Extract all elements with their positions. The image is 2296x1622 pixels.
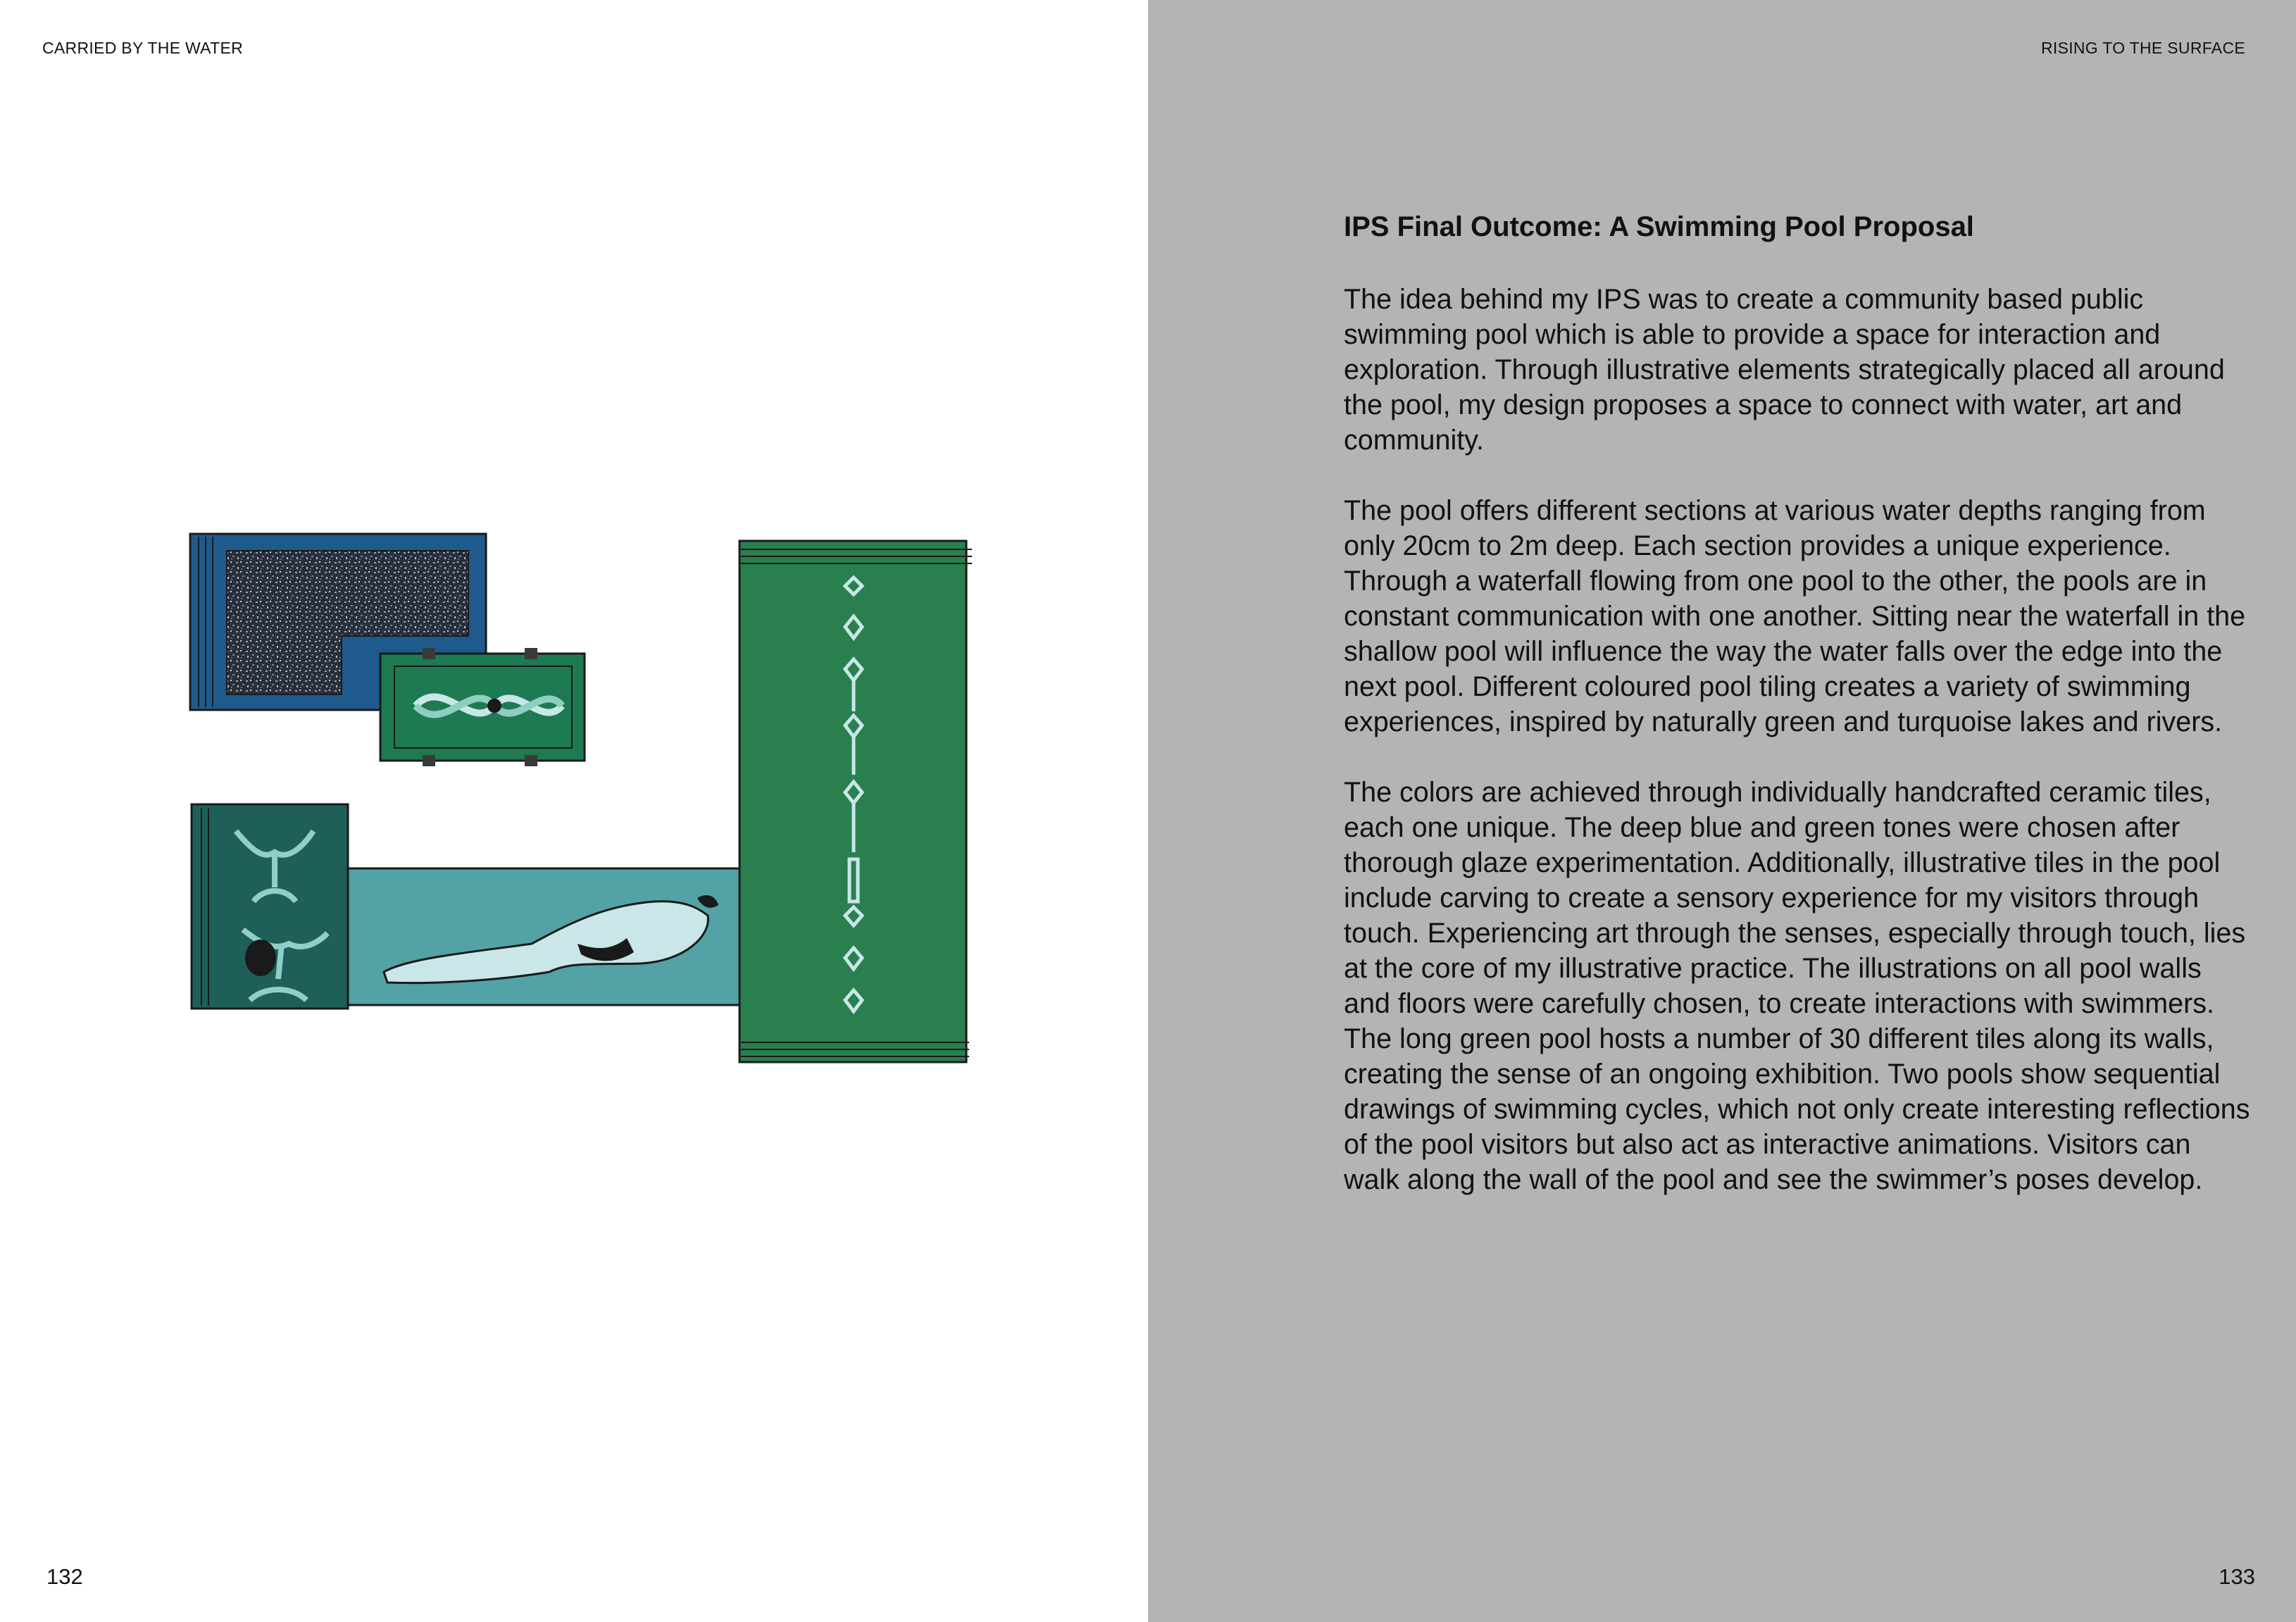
- paragraph-tiles: The colors are achieved through individually handcrafted ceramic tiles, each one unique. The deep blue and green tones were chosen after thorough glaze experimentation. Additionally, illustrative tiles in the pool include carving to create a sensory experience for my visitors through touch. Experiencing art through the senses, especially through touch, lies at the core of my illustrative practice. The illustrations on all pool walls and floors were carefully chosen, to create interactions with swimmers. The long green pool hosts a number of 30 different tiles along its walls, creating the sense of an ongoing exhibition. Two pools show sequential drawings of swimming cycles, which not only create interesting reflections of the pool visitors but also act as interactive animations. Visitors can walk along the wall of the pool and see the swimmer’s poses develop.: [1344, 777, 2250, 1195]
- long-green-pool: [740, 541, 972, 1062]
- shallow-pool: [348, 868, 763, 1005]
- article-title: IPS Final Outcome: A Swimming Pool Proposal: [1344, 211, 1974, 242]
- right-page: [1148, 0, 2296, 1622]
- paragraph-pool-sections: The pool offers different sections at various water depths ranging from only 20cm to 2m deep. Each section provides a unique experience. Through a waterfall flowing from one pool to the other, the pools are in constant communication with one another. Sitting near the waterfall in the shallow pool will influence the way the water falls over the edge into the next pool. Different coloured pool tiling creates a variety of swimming experiences, inspired by naturally green and turquoise lakes and rivers.: [1344, 495, 2246, 737]
- left-page-number: 132: [46, 1564, 83, 1589]
- right-running-head: RISING TO THE SURFACE: [2040, 39, 2245, 57]
- green-tile-pool: [380, 648, 585, 766]
- left-running-head: CARRIED BY THE WATER: [42, 39, 244, 57]
- article: [1344, 207, 2252, 1233]
- teal-pool: [192, 804, 348, 1009]
- paragraph-intro: The idea behind my IPS was to create a community based public swimming pool which is able to provide a space for interaction and exploration. Through illustrative elements strategically placed all around the pool, my design proposes a space to connect with water, art and community.: [1344, 284, 2225, 456]
- pool-plan-illustration: [176, 521, 986, 1071]
- right-page-number: 133: [2219, 1564, 2255, 1589]
